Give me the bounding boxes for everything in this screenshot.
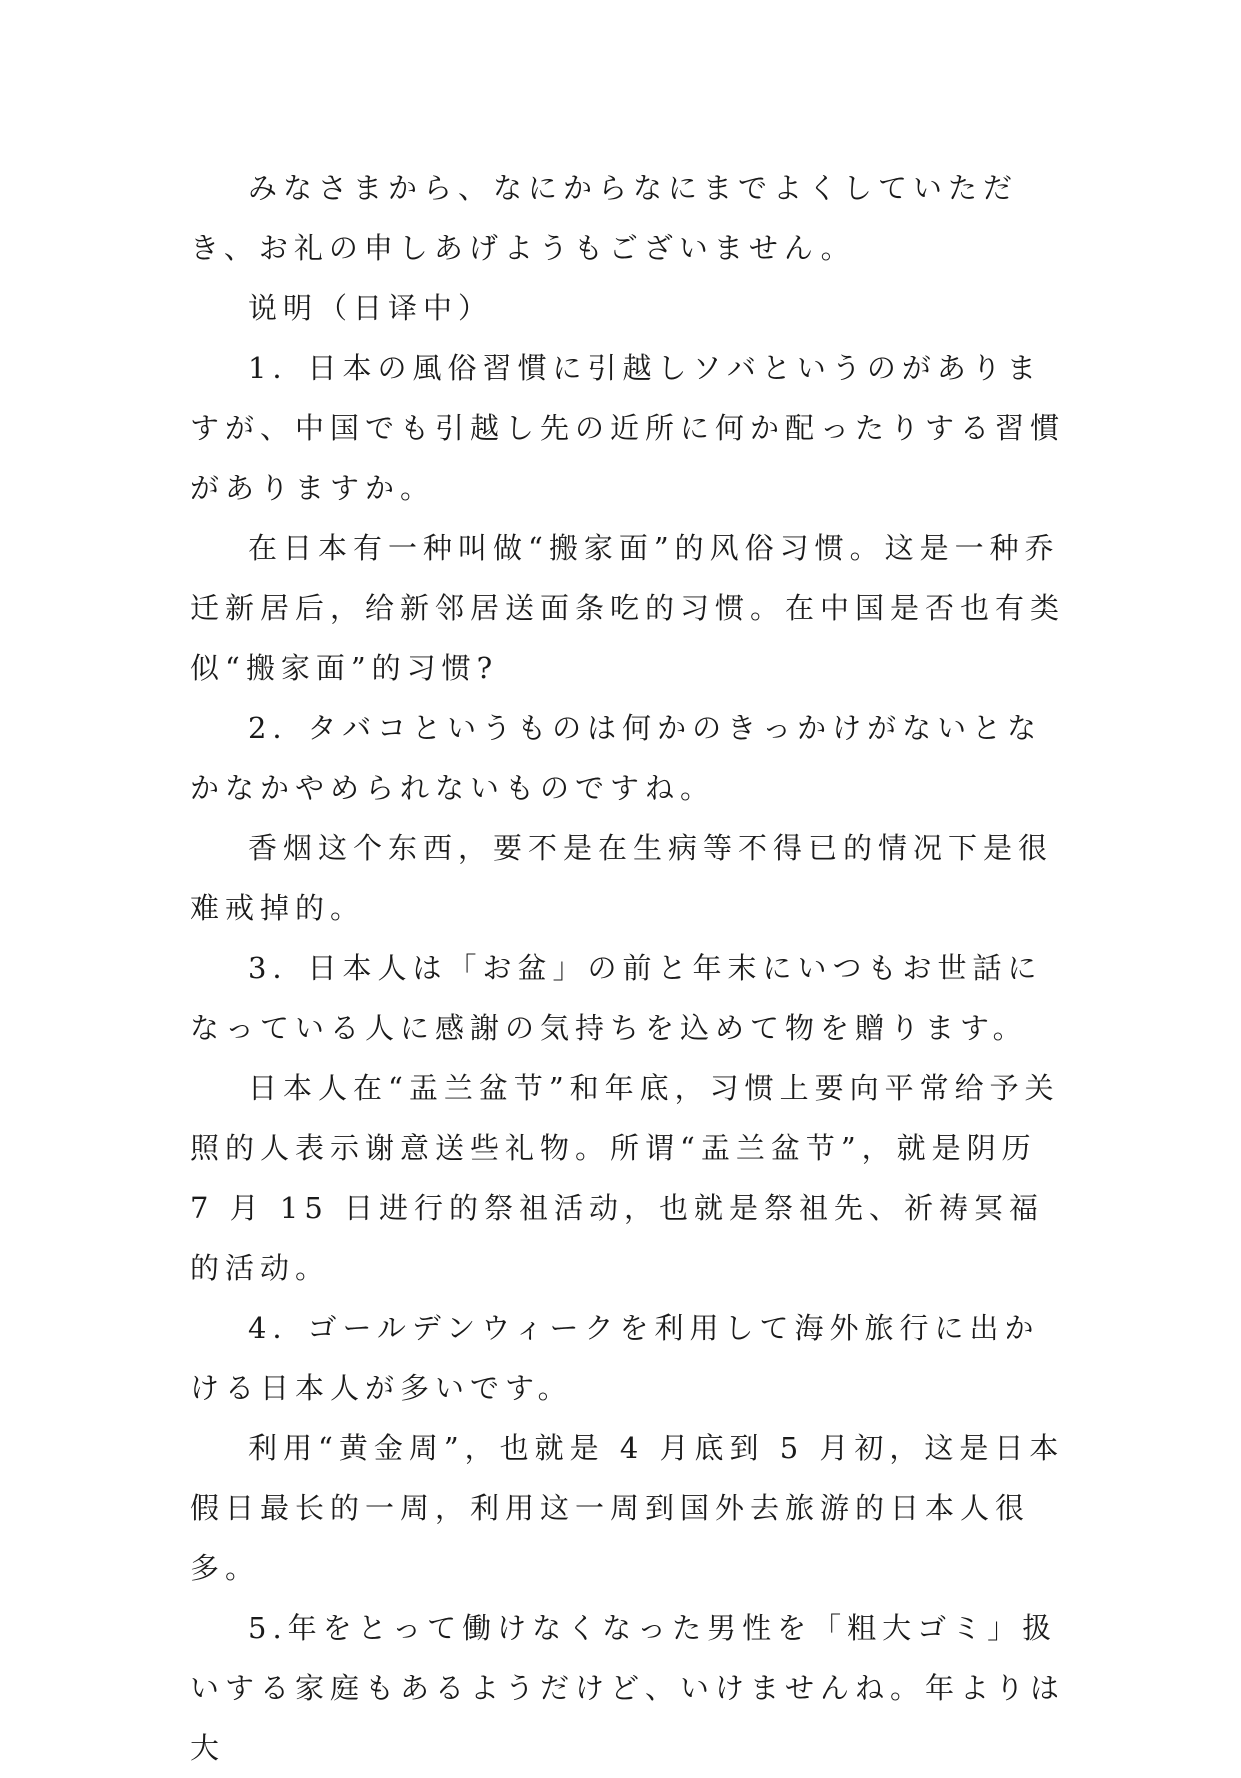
paragraph-item-2-chinese: 香烟这个东西，要不是在生病等不得已的情况下是很难戒掉的。 bbox=[190, 831, 1054, 925]
section-heading: 说明（日译中） bbox=[248, 291, 494, 325]
paragraph-item-1-chinese: 在日本有一种叫做“搬家面”的风俗习惯。这是一种乔迁新居后，给新邻居送面条吃的习惯。在中国是否也有类似“搬家面”的习惯? bbox=[190, 531, 1066, 685]
paragraph-item-3-chinese: 日本人在“盂兰盆节”和年底，习惯上要向平常给予关照的人表示谢意送些礼物。所谓“盂兰盆节”，就是阴历 7 月 15 日进行的祭祖活动，也就是祭祖先、祈祷冥福的活动。 bbox=[190, 1071, 1060, 1285]
paragraph-item-2-japanese: 2．タバコというものは何かのきっかけがないとなかなかやめられないものですね。 bbox=[190, 711, 1043, 805]
paragraph-item-1-japanese: 1．日本の風俗習慣に引越しソバというのがありますが、中国でも引越し先の近所に何か配ったりする習慣がありますか。 bbox=[190, 351, 1066, 505]
paragraph-greeting: みなさまから、なにからなにまでよくしていただき、お礼の申しあげようもございません。 bbox=[190, 171, 1019, 265]
paragraph-item-3-japanese: 3．日本人は「お盆」の前と年末にいつもお世話になっている人に感謝の気持ちを込めて物を贈ります。 bbox=[190, 951, 1043, 1045]
paragraph-item-4-chinese: 利用“黄金周”，也就是 4 月底到 5 月初，这是日本假日最长的一周，利用这一周到国外去旅游的日本人很多。 bbox=[190, 1431, 1065, 1585]
document-body bbox=[190, 158, 1070, 1778]
paragraph-item-4-japanese: 4．ゴールデンウィークを利用して海外旅行に出かける日本人が多いです。 bbox=[190, 1311, 1040, 1405]
paragraph-item-5-japanese: 5.年をとって働けなくなった男性を「粗大ゴミ」扱いする家庭もあるようだけど、いけませんね。年よりは大 bbox=[190, 1611, 1066, 1765]
